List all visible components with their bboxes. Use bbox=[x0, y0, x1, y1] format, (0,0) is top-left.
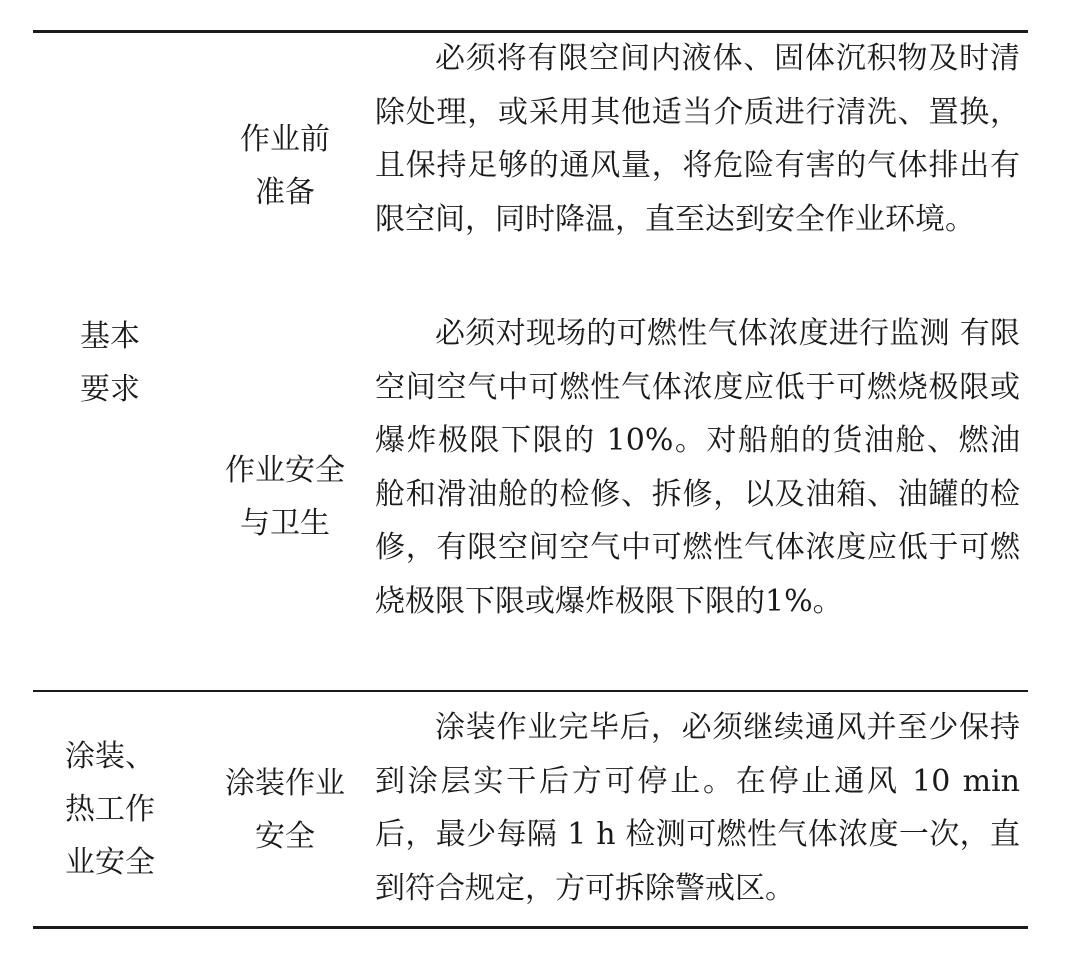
subitem-line: 作业安全 bbox=[225, 453, 345, 488]
category-line: 热工作 bbox=[65, 792, 155, 827]
description-pre-work-preparation: 必须将有限空间内液体、固体沉积物及时清除处理，或采用其他适当介质进行清洗、置换，且保持足够的通风量，将危险有害的气体排出有限空间，同时降温，直至达到安全作业环境。 bbox=[375, 41, 1020, 237]
description-coating-work-safety: 涂装作业完毕后，必须继续通风并至少保持到涂层实干后方可停止。在停止通风 10 min后，最少每隔 1 h 检测可燃性气体浓度一次，直到符合规定，方可拆除警戒区。 bbox=[375, 710, 1020, 906]
description-work-safety-hygiene: 必须对现场的可燃性气体浓度进行监测 有限空间空气中可燃性气体浓度应低于可燃烧极限或爆炸极限下限的 10%。对船舶的货油舱、燃油舱和滑油舱的检修、拆修，以及油箱、油罐的检修，有限空间空气中可燃性气体浓度应低于可燃烧极限下限或爆炸极限下限的1%。 bbox=[375, 316, 1020, 619]
category-line: 要求 bbox=[80, 372, 140, 407]
subitem-line: 涂装作业 bbox=[225, 766, 345, 801]
requirements-table bbox=[33, 0, 1028, 954]
table-bottom-rule bbox=[33, 926, 1028, 929]
subitem-coating-work-safety bbox=[193, 757, 377, 863]
subitem-work-safety-hygiene bbox=[193, 444, 377, 550]
table-section-rule bbox=[33, 690, 1028, 692]
category-basic-requirements bbox=[37, 310, 183, 416]
category-line: 基本 bbox=[80, 319, 140, 354]
subitem-line: 作业前 bbox=[240, 122, 330, 157]
subitem-line: 与卫生 bbox=[240, 506, 330, 541]
subitem-line: 准备 bbox=[255, 175, 315, 210]
subitem-pre-work-preparation bbox=[193, 113, 377, 219]
category-coating-hot-work-safety bbox=[37, 730, 183, 889]
subitem-line: 安全 bbox=[255, 819, 315, 854]
category-line: 涂装、 bbox=[65, 739, 155, 774]
category-line: 业安全 bbox=[65, 845, 155, 880]
